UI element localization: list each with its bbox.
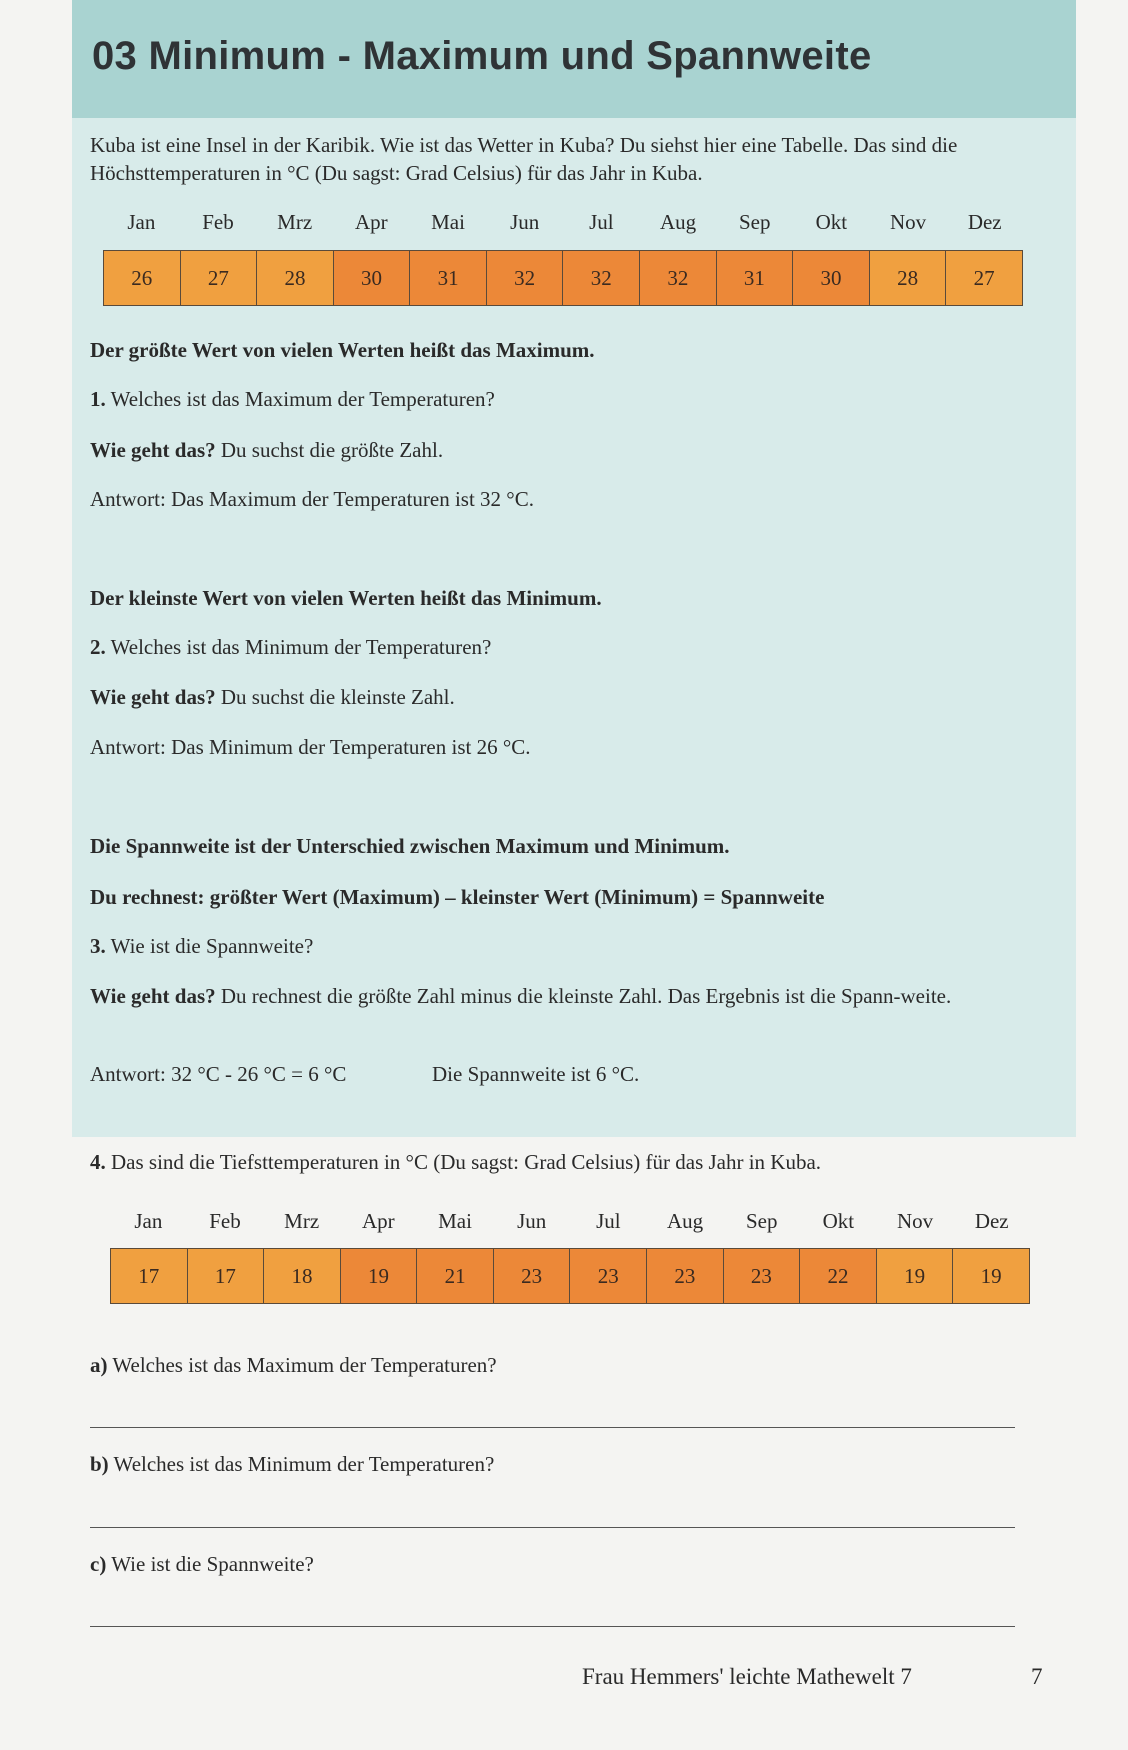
question-4 <box>90 1148 821 1176</box>
month-label: Jul <box>589 210 614 234</box>
range-formula: Du rechnest: größter Wert (Maximum) – kleinster Wert (Minimum) = Spannweite <box>90 885 825 909</box>
how-label: Wie geht das? <box>90 438 216 462</box>
how-2 <box>90 683 455 711</box>
month-label: Jun <box>510 210 540 234</box>
question-a <box>90 1351 497 1379</box>
question-2 <box>90 633 491 661</box>
definition-maximum: Der größte Wert von vielen Werten heißt das Maximum. <box>90 338 595 362</box>
how-1 <box>90 436 443 464</box>
question-1 <box>90 385 495 413</box>
temperature-cell: 27 <box>181 251 258 305</box>
temperature-cell: 23 <box>647 1249 724 1303</box>
question-text: Welches ist das Minimum der Temperaturen? <box>108 1452 495 1476</box>
month-label: Feb <box>202 210 234 234</box>
page-number: 7 <box>1031 1664 1043 1689</box>
how-3 <box>90 982 1050 1010</box>
how-text: Du rechnest die größte Zahl minus die kleinste Zahl. Das Ergebnis ist die Spann-weite. <box>215 984 952 1008</box>
temperature-cell: 31 <box>410 251 487 305</box>
temperature-cell: 32 <box>563 251 640 305</box>
temperature-cell: 22 <box>800 1249 877 1303</box>
min-temperature-row <box>110 1248 1030 1304</box>
temperature-cell: 17 <box>111 1249 188 1303</box>
month-label: Jul <box>596 1209 621 1233</box>
temperature-cell: 19 <box>877 1249 954 1303</box>
temperature-cell: 17 <box>188 1249 265 1303</box>
question-text: Welches ist das Minimum der Temperaturen? <box>105 635 492 659</box>
temperature-cell: 28 <box>257 251 334 305</box>
temperature-cell: 31 <box>717 251 794 305</box>
temperature-cell: 26 <box>104 251 181 305</box>
question-text: Wie ist die Spannweite? <box>105 934 314 958</box>
answer-3-text: Die Spannweite ist 6 °C. <box>432 1062 640 1086</box>
footer-book-title: Frau Hemmers' leichte Mathewelt 7 <box>582 1664 912 1689</box>
temperature-cell: 19 <box>953 1249 1029 1303</box>
question-letter: a) <box>90 1353 108 1377</box>
month-label: Aug <box>666 1209 704 1233</box>
answer-line-c[interactable] <box>90 1626 1015 1627</box>
question-number: 4. <box>90 1150 106 1174</box>
answer-line-b[interactable] <box>90 1527 1015 1528</box>
answer-2: Antwort: Das Minimum der Temperaturen ist 26 °C. <box>90 735 531 759</box>
how-label: Wie geht das? <box>90 685 216 709</box>
month-label: Mai <box>438 1209 472 1233</box>
temperature-cell: 23 <box>724 1249 801 1303</box>
month-label: Jan <box>127 210 156 234</box>
question-number: 3. <box>90 934 106 958</box>
month-label: Dez <box>967 210 1002 234</box>
question-b <box>90 1450 494 1478</box>
month-label: Jan <box>134 1209 163 1233</box>
month-label: Mai <box>431 210 465 234</box>
temperature-cell: 30 <box>793 251 870 305</box>
month-label: Nov <box>896 1209 934 1233</box>
month-label: Dez <box>974 1209 1009 1233</box>
how-text: Du suchst die größte Zahl. <box>215 438 444 462</box>
question-letter: c) <box>90 1552 107 1576</box>
question-c <box>90 1550 314 1578</box>
month-label: Nov <box>889 210 927 234</box>
temperature-cell: 23 <box>570 1249 647 1303</box>
temperature-cell: 28 <box>870 251 947 305</box>
month-label: Jun <box>517 1209 547 1233</box>
question-text: Das sind die Tiefsttemperaturen in °C (Du sagst: Grad Celsius) für das Jahr in Kuba. <box>105 1150 822 1174</box>
month-label: Feb <box>209 1209 241 1233</box>
question-text: Welches ist das Maximum der Temperaturen? <box>107 1353 497 1377</box>
temperature-cell: 32 <box>640 251 717 305</box>
month-label: Okt <box>822 1209 855 1233</box>
temperature-cell: 21 <box>417 1249 494 1303</box>
month-label: Sep <box>738 210 771 234</box>
temperature-cell: 32 <box>487 251 564 305</box>
definition-minimum: Der kleinste Wert von vielen Werten heißt das Minimum. <box>90 586 602 610</box>
month-label: Sep <box>745 1209 778 1233</box>
how-label: Wie geht das? <box>90 984 216 1008</box>
temperature-cell: 18 <box>264 1249 341 1303</box>
max-temperature-row <box>103 250 1023 306</box>
question-3 <box>90 932 313 960</box>
month-label: Mrz <box>284 1209 320 1233</box>
month-label: Okt <box>815 210 848 234</box>
question-text: Welches ist das Maximum der Temperaturen? <box>105 387 495 411</box>
month-header-row-max <box>103 210 1023 235</box>
temperature-cell: 19 <box>341 1249 418 1303</box>
temperature-cell: 27 <box>946 251 1022 305</box>
question-text: Wie ist die Spannweite? <box>106 1552 314 1576</box>
question-number: 1. <box>90 387 106 411</box>
question-number: 2. <box>90 635 106 659</box>
intro-text: Kuba ist eine Insel in der Karibik. Wie ist das Wetter in Kuba? Du siehst hier eine Tabelle. Das sind die Höchsttemperaturen in °C (Du sagst: Grad Celsius) für das Jahr in Kuba. <box>90 133 958 185</box>
page-title: 03 Minimum - Maximum und Spannweite <box>92 34 872 78</box>
month-header-row-min <box>110 1209 1030 1234</box>
month-label: Mrz <box>277 210 313 234</box>
definition-range: Die Spannweite ist der Unterschied zwischen Maximum und Minimum. <box>90 834 730 858</box>
month-label: Aug <box>659 210 697 234</box>
how-text: Du suchst die kleinste Zahl. <box>215 685 455 709</box>
temperature-cell: 30 <box>334 251 411 305</box>
answer-line-a[interactable] <box>90 1427 1015 1428</box>
temperature-cell: 23 <box>494 1249 571 1303</box>
month-label: Apr <box>355 210 388 234</box>
month-label: Apr <box>362 1209 395 1233</box>
answer-1: Antwort: Das Maximum der Temperaturen ist 32 °C. <box>90 487 534 511</box>
question-letter: b) <box>90 1452 109 1476</box>
answer-3-calculation: Antwort: 32 °C - 26 °C = 6 °C <box>90 1062 347 1086</box>
